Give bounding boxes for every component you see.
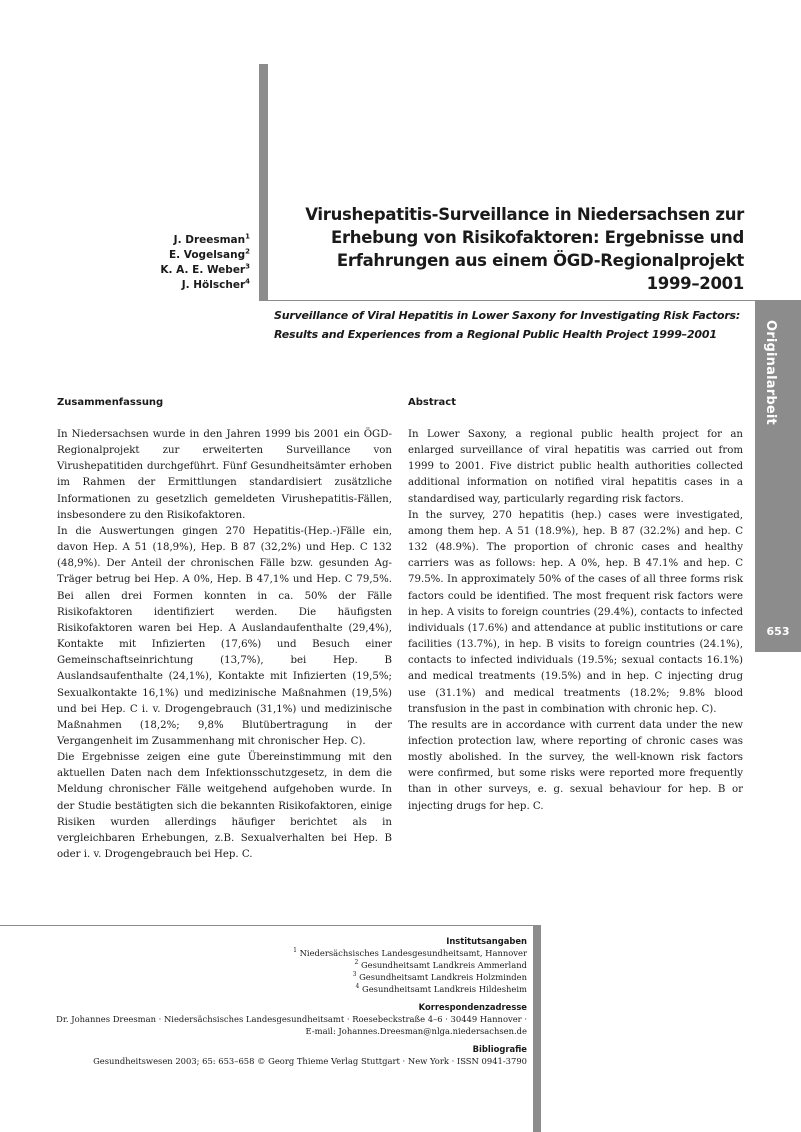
abstract-column	[408, 395, 743, 815]
page-number: 653	[766, 625, 790, 638]
author: J. Dreesman$^1$	[173, 232, 250, 246]
abstract-heading: Abstract	[408, 397, 457, 408]
paragraph: The results are in accordance with current data under the new infection protection law, where reporting of chronic cases was mostly abolished. In the survey, the well-known risk factors were confirmed, but some risks were reported more frequently than in other surveys, e. g. sexual behaviour for hep. B or injecting drugs for hep. C.	[408, 719, 743, 812]
paragraph: Die Ergebnisse zeigen eine gute Übereinstimmung mit den aktuellen Daten nach dem Infektionsschutzgesetz, in dem die Meldung chronischer Fälle weitgehend aufgehoben wurde. In der Studie bestätigten sich die bekannten Risikofaktoren, einige Risiken wurden allerdings häufiger berichtet als in vergleichbaren Erhebungen, z.B. Sexualverhalten bei Hep. B oder i. v. Drogengebrauch bei Hep. C.	[57, 752, 392, 861]
paragraph: In Niedersachsen wurde in den Jahren 1999 bis 2001 ein ÖGD-Regionalprojekt zur erweiterten Surveillance von Virushepatitiden durchgeführt. Fünf Gesundheitsämter erhoben im Rahmen der Ermittlungen standardisiert zusätzliche Informationen zu gesetzlich gemeldeten Virushepatitis-Fällen, insbesondere zu den Risikofaktoren.	[57, 429, 392, 521]
english-title: Surveillance of Viral Hepatitis in Lower Saxony for Investigating Risk Factors: Results and Experiences from a Regional Public Health Project 1999–2001	[274, 309, 741, 341]
article-title: Virushepatitis-Surveillance in Niedersachsen zur Erhebung von Risikofaktoren: Ergebnisse und Erfahrungen aus einem ÖGD-Regionalprojekt 1999–2001	[305, 205, 744, 293]
bibliography-heading: Bibliografie	[472, 1044, 527, 1054]
author: E. Vogelsang$^2$	[168, 247, 250, 261]
correspondence-block	[47, 1001, 527, 1037]
institution-block	[47, 935, 527, 995]
institution-heading: Institutsangaben	[446, 936, 527, 946]
institution-item: $^2$ Gesundheitsamt Landkreis Ammerland	[354, 959, 527, 970]
paragraph: In die Auswertungen gingen 270 Hepatitis-(Hep.-)Fälle ein, davon Hep. A 51 (18,9%), Hep. B 87 (32,2%) und Hep. C 132 (48,9%). Der Anteil der chronischen Fälle bzw. gesunden Ag-Träger betrug bei Hep. A 0%, Hep. B 47,1% und Hep. C 79,5%. Bei allen drei Formen konnten in ca. 50% der Fälle Risikofaktoren identifiziert werden. Die häufigsten Risikofaktoren waren bei Hep. A Auslandaufenthalte (29,4%), Kontakte mit Infizierten (17,6%) und Besuch einer Gemeinschaftseinrichtung (13,7%), bei Hep. B Auslandsaufenthalte (24,1%), Kontakte mit Infizierten (19,5%; Sexualkontakte 16,1%) und medizinische Maßnahmen (19,5%) und bei Hep. C i. v. Drogengebrauch (31,1%) und medizinische Maßnahmen (18,2%; 9,8% Blutübertragung in der Vergangenheit im Zusammenhang mit chronischer Hep. C).	[57, 525, 392, 747]
footer-accent-bar	[533, 925, 541, 1132]
article-info	[47, 935, 527, 1073]
correspondence-email[interactable]: E-mail: Johannes.Dreesman@nlga.niedersachsen.de	[305, 1026, 527, 1036]
correspondence-address: Dr. Johannes Dreesman · Niedersächsisches Landesgesundheitsamt · Roesebeckstraße 4–6 · 30449 Hannover ·	[56, 1014, 527, 1024]
title-accent-bar	[259, 64, 268, 301]
section-tab	[755, 300, 801, 652]
author: K. A. E. Weber$^3$	[160, 262, 250, 276]
paragraph: In Lower Saxony, a regional public health project for an enlarged surveillance of viral hepatitis was carried out from 1999 to 2001. Five district public health authorities collected additional information on notified viral hepatitis cases in a standardised way, particularly regarding risk factors.	[408, 429, 743, 505]
zusammenfassung-column	[57, 395, 392, 863]
correspondence-heading: Korrespondenzadresse	[418, 1002, 527, 1012]
institution-item: $^1$ Niedersächsisches Landesgesundheitsamt, Hannover	[293, 947, 527, 958]
title-divider	[259, 300, 755, 301]
zusammenfassung-heading: Zusammenfassung	[57, 397, 164, 408]
footer-divider	[0, 925, 533, 926]
section-label: Originalarbeit	[763, 320, 778, 425]
author: J. Hölscher$^4$	[181, 277, 250, 291]
institution-item: $^4$ Gesundheitsamt Landkreis Hildesheim	[355, 983, 527, 994]
author-list	[160, 233, 250, 293]
institution-item: $^3$ Gesundheitsamt Landkreis Holzminden	[352, 971, 527, 982]
bibliography-block	[47, 1043, 527, 1067]
paragraph: In the survey, 270 hepatitis (hep.) cases were investigated, among them hep. A 51 (18.9%), hep. B 87 (32.2%) and hep. C 132 (48.9%). The proportion of chronic cases and healthy carriers was as follows: hep. A 0%, hep. B 47.1% and hep. C 79.5%. In approximately 50% of the cases of all three forms risk factors could be identified. The most frequent risk factors were in hep. A visits to foreign countries (29.4%), contacts to infected individuals (17.6%) and attendance at public institutions or care facilities (13.7%), in hep. B visits to foreign countries (24.1%), contacts to infected individuals (19.5%; sexual contacts 16.1%) and medical treatments (19.5%) and in hep. C injecting drug use (31.1%) and medical treatments (18.2%; 9.8% blood transfusion in the past in combination with chronic hep. C).	[408, 509, 743, 715]
citation: Gesundheitswesen 2003; 65: 653–658 © Georg Thieme Verlag Stuttgart · New York · ISSN 0941-3790	[93, 1056, 527, 1066]
